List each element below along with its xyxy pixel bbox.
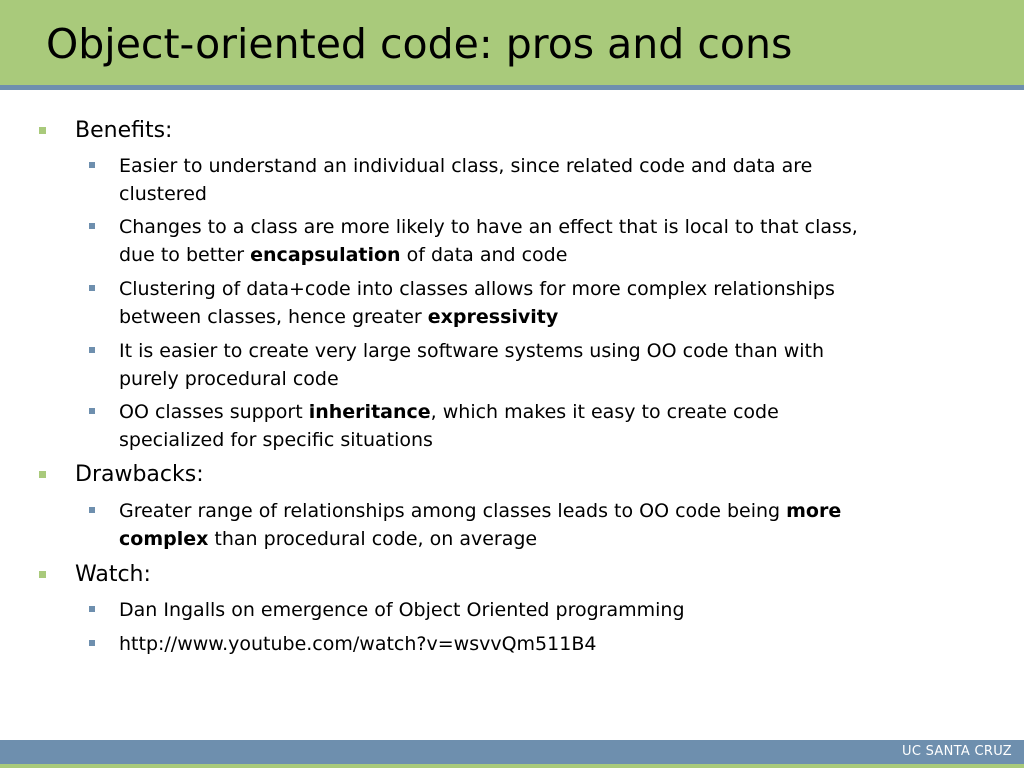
benefit-2-line1: Changes to a class are more likely to have an effect that is local to that class, bbox=[119, 216, 858, 238]
text-segment: than procedural code, on average bbox=[208, 528, 538, 550]
sub-bullet-square-icon bbox=[89, 606, 95, 612]
watch-item-1: Dan Ingalls on emergence of Object Oriented programming bbox=[119, 599, 685, 621]
sub-bullet-square-icon bbox=[89, 507, 95, 513]
drawbacks-heading: Drawbacks: bbox=[75, 462, 204, 487]
text-segment: of data and code bbox=[400, 244, 568, 266]
sub-bullet-square-icon bbox=[89, 285, 95, 291]
emphasis-text: more bbox=[786, 500, 842, 522]
benefit-3-line2 bbox=[119, 303, 558, 331]
drawback-1-line2 bbox=[119, 525, 537, 553]
text-segment: between classes, hence greater bbox=[119, 306, 428, 328]
sub-bullet-square-icon bbox=[89, 640, 95, 646]
benefit-4-line2: purely procedural code bbox=[119, 368, 339, 390]
bullet-square-icon bbox=[39, 471, 46, 478]
emphasis-text: inheritance bbox=[308, 401, 431, 423]
video-link[interactable]: http://www.youtube.com/watch?v=wsvvQm511B4 bbox=[119, 633, 597, 655]
footer-bar bbox=[0, 740, 1024, 764]
text-segment: OO classes support bbox=[119, 401, 309, 423]
benefits-heading: Benefits: bbox=[75, 118, 173, 143]
benefit-2-line2 bbox=[119, 241, 567, 269]
emphasis-text: encapsulation bbox=[250, 244, 401, 266]
footer-divider bbox=[0, 764, 1024, 768]
benefit-5-line1 bbox=[119, 398, 779, 426]
emphasis-text: expressivity bbox=[427, 306, 559, 328]
footer-label: UC SANTA CRUZ bbox=[902, 744, 1012, 759]
sub-bullet-square-icon bbox=[89, 347, 95, 353]
watch-heading: Watch: bbox=[75, 562, 151, 587]
benefit-4-line1: It is easier to create very large software systems using OO code than with bbox=[119, 340, 825, 362]
text-segment: Greater range of relationships among classes leads to OO code being bbox=[119, 500, 787, 522]
sub-bullet-square-icon bbox=[89, 162, 95, 168]
emphasis-text: complex bbox=[119, 528, 209, 550]
slide-title: Object-oriented code: pros and cons bbox=[46, 20, 793, 68]
drawback-1-line1 bbox=[119, 497, 841, 525]
text-segment: , which makes it easy to create code bbox=[430, 401, 779, 423]
sub-bullet-square-icon bbox=[89, 408, 95, 414]
text-segment: due to better bbox=[119, 244, 251, 266]
benefit-1-line1: Easier to understand an individual class, since related code and data are bbox=[119, 155, 813, 177]
sub-bullet-square-icon bbox=[89, 223, 95, 229]
benefit-3-line1: Clustering of data+code into classes allows for more complex relationships bbox=[119, 278, 835, 300]
benefit-1-line2: clustered bbox=[119, 183, 207, 205]
bullet-square-icon bbox=[39, 127, 46, 134]
bullet-square-icon bbox=[39, 571, 46, 578]
benefit-5-line2: specialized for specific situations bbox=[119, 429, 433, 451]
